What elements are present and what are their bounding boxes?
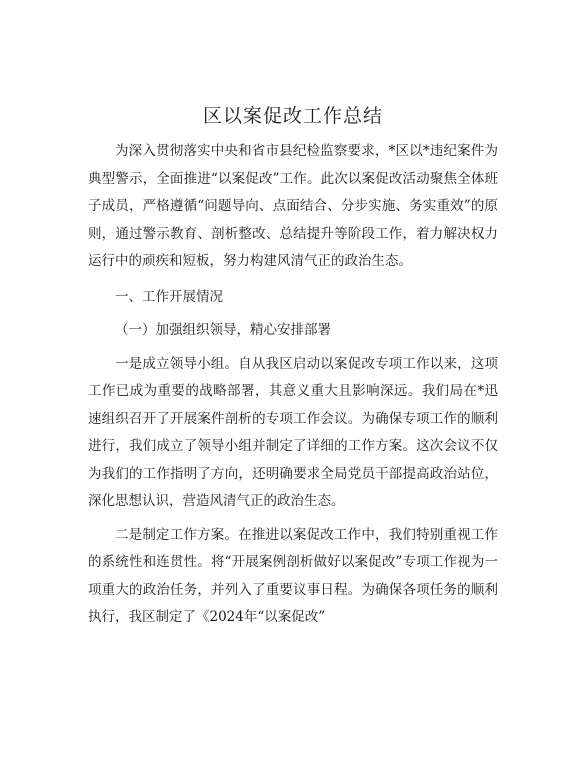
document-body — [88, 138, 498, 632]
subsection-heading: （一）加强组织领导，精心安排部署 — [115, 322, 331, 338]
body-paragraph: 一是成立领导小组。自从我区启动以案促改专项工作以来，这项工作已成为重要的战略部署，其意义重大且影响深远。我们局在*迅速组织召开了开展案件剖析的专项工作会议。为确保专项工作的顺利进行，我们成立了领导小组并制定了详细的工作方案。这次会议不仅为我们的工作指明了方向，还明确要求全局党员干部提高政治站位，深化思想认识，营造风清气正的政治生态。 — [88, 355, 498, 509]
document-title: 区以案促改工作总结 — [202, 105, 383, 127]
intro-paragraph: 为深入贯彻落实中央和省市县纪检监察要求，*区以*违纪案件为典型警示，全面推进“以案促改”工作。此次以案促改活动聚焦全体班子成员，严格遵循“问题导向、点面结合、分步实施、务实重效”的原则，通过警示教育、剖析整改、总结提升等阶段工作，着力解决权力运行中的顽疾和短板，努力构建风清气正的政治生态。 — [88, 143, 498, 269]
body-paragraph: 二是制定工作方案。在推进以案促改工作中，我们特别重视工作的系统性和连贯性。将“开展案例剖析做好以案促改”专项工作视为一项重大的政治任务，并列入了重要议事日程。为确保各项任务的顺利执行，我区制定了《2024年“以案促改” — [88, 526, 498, 625]
section-heading: 一、工作开展情况 — [115, 288, 223, 305]
